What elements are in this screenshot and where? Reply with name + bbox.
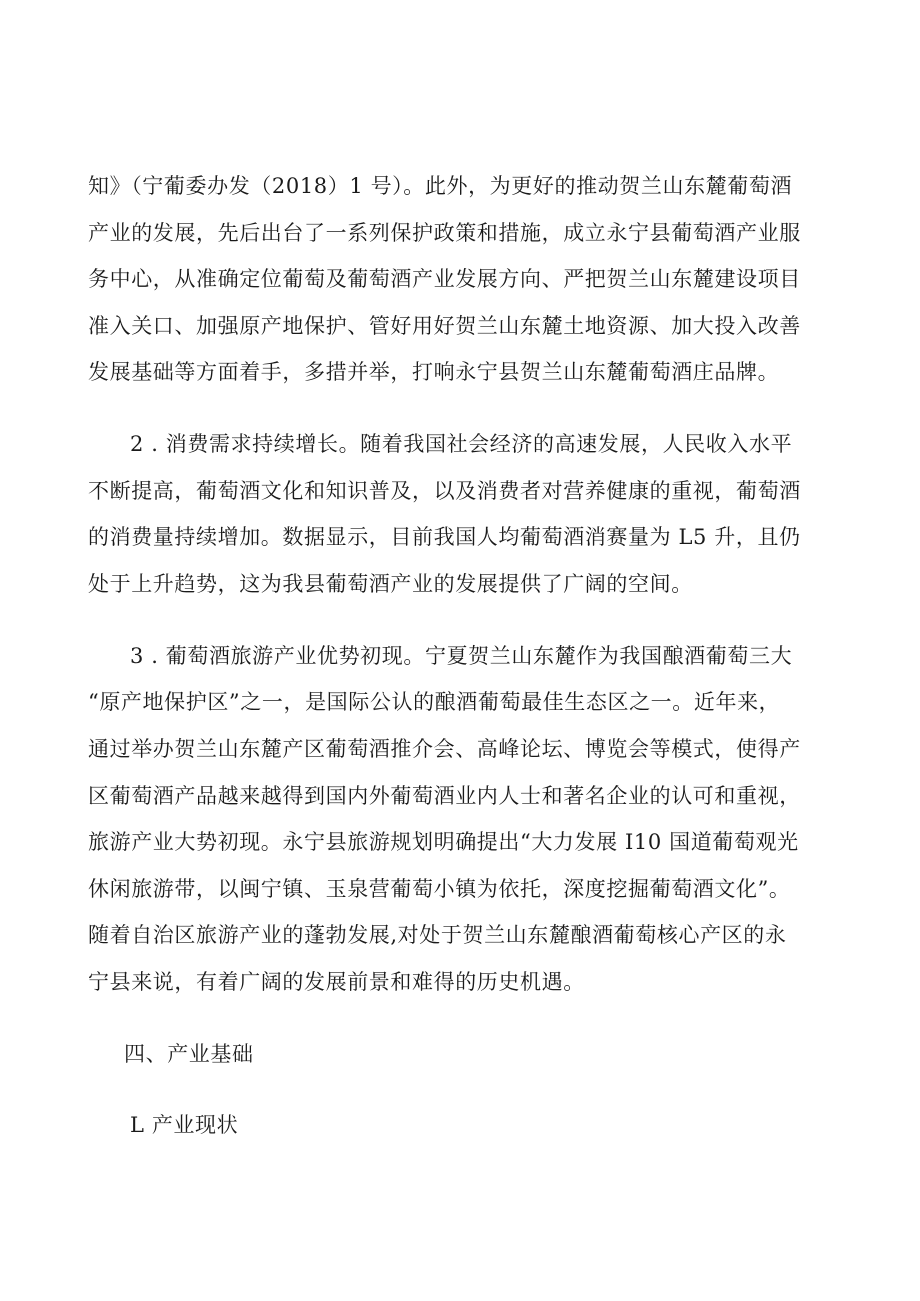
- text-line: 产业的发展，先后出台了一系列保护政策和措施，成立永宁县葡萄酒产业服: [88, 221, 801, 245]
- text-line: 准入关口、加强原产地保护、管好用好贺兰山东麓土地资源、加大投入改善: [88, 314, 801, 338]
- text-line: 务中心，从准确定位葡萄及葡萄酒产业发展方向、严把贺兰山东麓建设项目: [88, 267, 801, 291]
- text-line: 处于上升趋势，这为我县葡萄酒产业的发展提供了广阔的空间。: [88, 572, 693, 596]
- subsection-heading: L 产业现状: [130, 1113, 239, 1137]
- text-line: 发展基础等方面着手，多措并举，打响永宁县贺兰山东麓葡萄酒庄品牌。: [88, 360, 780, 384]
- text-line: 不断提高，葡萄酒文化和知识普及，以及消费者对营养健康的重视，葡萄酒: [88, 479, 801, 503]
- text-line: 知》（宁葡委办发（2018）1 号）。此外，为更好的推动贺兰山东麓葡萄酒: [88, 174, 793, 198]
- text-line: 区葡萄酒产品越来越得到国内外葡萄酒业内人士和著名企业的认可和重视，: [88, 784, 801, 808]
- text-line: 休闲旅游带，以闽宁镇、玉泉营葡萄小镇为依托，深度挖掘葡萄酒文化”。: [88, 877, 791, 901]
- section-heading: 四、产业基础: [124, 1042, 254, 1066]
- text-line: 随着自治区旅游产业的蓬勃发展,对处于贺兰山东麓酿酒葡萄核心产区的永: [88, 923, 787, 947]
- text-line: 通过举办贺兰山东麓产区葡萄酒推介会、高峰论坛、博览会等模式，使得产: [88, 737, 801, 761]
- text-line: 宁县来说，有着广阔的发展前景和难得的历史机遇。: [88, 970, 585, 994]
- text-line: 的消费量持续增加。数据显示，目前我国人均葡萄酒消赛量为 L5 升，且仍: [88, 525, 801, 549]
- text-line: 2 . 消费需求持续增长。随着我国社会经济的高速发展，人民收入水平: [130, 432, 793, 456]
- text-line: 旅游产业大势初现。永宁县旅游规划明确提出“大力发展 I10 国道葡萄观光: [88, 830, 799, 854]
- text-line: 3 . 葡萄酒旅游产业优势初现。宁夏贺兰山东麓作为我国酿酒葡萄三大: [130, 644, 793, 668]
- text-line: “原产地保护区”之一，是国际公认的酿酒葡萄最佳生态区之一。近年来，: [88, 690, 781, 714]
